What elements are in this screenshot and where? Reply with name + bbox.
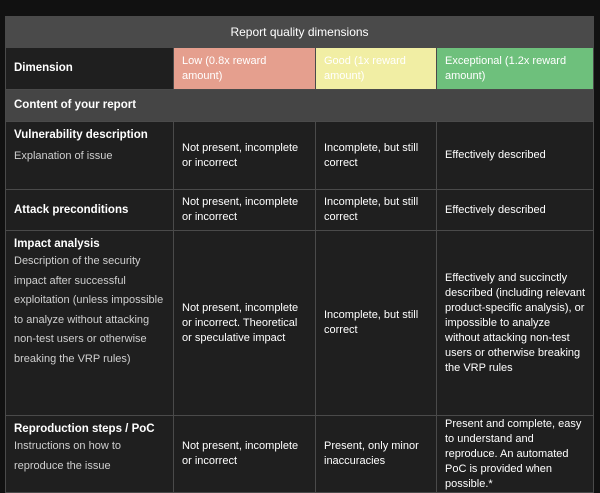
table-row xyxy=(6,416,594,493)
dimension-cell xyxy=(6,190,174,231)
good-cell: Incomplete, but still correct xyxy=(316,231,437,416)
good-cell: Incomplete, but still correct xyxy=(316,190,437,231)
good-cell: Present, only minor inaccuracies xyxy=(316,416,437,493)
table-row xyxy=(6,122,594,190)
dimension-name: Vulnerability description xyxy=(14,129,148,141)
exceptional-cell: Effectively and succinctly described (including relevant product-specific analysis), or impossible to analyze without attacking non-test users or otherwise breaking the VRP rules xyxy=(437,231,594,416)
report-quality-table xyxy=(5,16,594,493)
low-cell: Not present, incomplete or incorrect xyxy=(174,190,316,231)
table-row xyxy=(6,231,594,416)
header-low: Low (0.8x reward amount) xyxy=(174,48,316,90)
dimension-cell xyxy=(6,122,174,190)
dimension-name: Reproduction steps / PoC xyxy=(14,423,155,435)
dimension-description: Instructions on how to reproduce the issue xyxy=(14,440,122,472)
header-dimension: Dimension xyxy=(6,48,174,90)
dimension-name: Impact analysis xyxy=(14,238,100,250)
dimension-description: Description of the security impact after successful exploitation (unless impossible to analyze without attacking non-test users or otherwise breaking the VRP rules) xyxy=(14,255,164,365)
report-quality-table-container xyxy=(5,16,593,490)
header-good: Good (1x reward amount) xyxy=(316,48,437,90)
good-cell: Incomplete, but still correct xyxy=(316,122,437,190)
low-cell: Not present, incomplete or incorrect xyxy=(174,122,316,190)
exceptional-cell: Effectively described xyxy=(437,122,594,190)
table-title: Report quality dimensions xyxy=(6,17,594,48)
header-exceptional: Exceptional (1.2x reward amount) xyxy=(437,48,594,90)
dimension-name: Attack preconditions xyxy=(14,203,129,216)
dimension-description: Explanation of issue xyxy=(14,150,113,162)
low-cell: Not present, incomplete or incorrect. Theoretical or speculative impact xyxy=(174,231,316,416)
low-cell: Not present, incomplete or incorrect xyxy=(174,416,316,493)
dimension-cell xyxy=(6,416,174,493)
table-row xyxy=(6,190,594,231)
exceptional-cell: Present and complete, easy to understand and reproduce. An automated PoC is provided when possible.* xyxy=(437,416,594,493)
section-header: Content of your report xyxy=(6,90,594,122)
dimension-cell xyxy=(6,231,174,416)
exceptional-cell: Effectively described xyxy=(437,190,594,231)
